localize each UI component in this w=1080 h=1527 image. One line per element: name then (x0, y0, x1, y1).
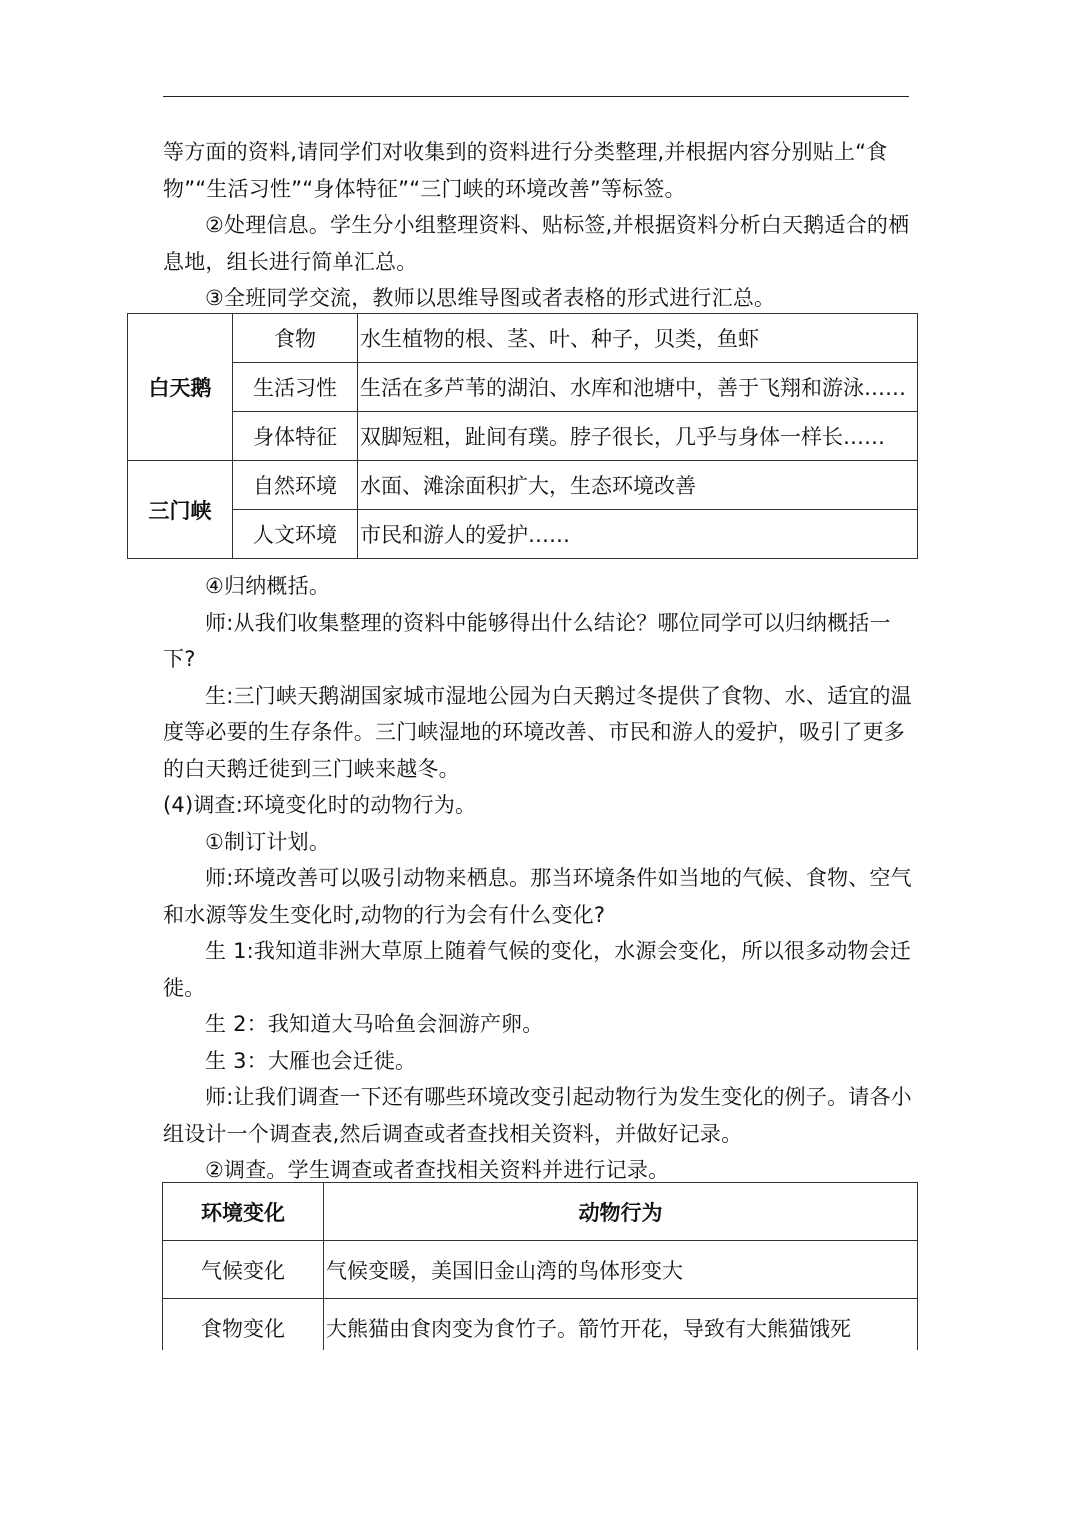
value-cell: 生活在多芦苇的湖泊、水库和池塘中，善于飞翔和游泳…… (358, 363, 918, 412)
table-row (128, 363, 918, 412)
survey-table (162, 1182, 918, 1357)
change-cell: 食物变化 (163, 1299, 324, 1357)
paragraph: ①制订计划。 (205, 829, 331, 854)
value-cell: 市民和游人的爱护…… (358, 510, 918, 559)
page-cutoff (160, 1350, 922, 1527)
change-cell: 气候变化 (163, 1241, 324, 1299)
table-row (128, 314, 918, 363)
label-cell: 人文环境 (233, 510, 358, 559)
behavior-cell: 大熊猫由食肉变为食竹子。箭竹开花，导致有大熊猫饿死 (324, 1299, 918, 1357)
label-cell: 生活习性 (233, 363, 358, 412)
paragraph: 生 1:我知道非洲大草原上随着气候的变化，水源会变化，所以很多动物会迁徙。 (163, 939, 912, 1000)
text-block-middle (163, 568, 918, 1189)
value-cell: 水生植物的根、茎、叶、种子，贝类，鱼虾 (358, 314, 918, 363)
paragraph: 师:环境改善可以吸引动物来栖息。那当环境条件如当地的气候、食物、空气和水源等发生变化时,动物的行为会有什么变化? (163, 866, 912, 927)
value-cell: 双脚短粗，趾间有璞。脖子很长，几乎与身体一样长…… (358, 412, 918, 461)
column-header: 动物行为 (324, 1183, 918, 1241)
header-rule (163, 96, 909, 97)
table-row (128, 461, 918, 510)
paragraph: 生:三门峡天鹅湖国家城市湿地公园为白天鹅过冬提供了食物、水、适宜的温度等必要的生存条件。三门峡湿地的环境改善、市民和游人的爱护，吸引了更多的白天鹅迁徙到三门峡来越冬。 (163, 683, 912, 781)
label-cell: 自然环境 (233, 461, 358, 510)
paragraph: 师:从我们收集整理的资料中能够得出什么结论？哪位同学可以归纳概括一下? (163, 610, 891, 671)
paragraph: 生 3：大雁也会迁徙。 (205, 1048, 417, 1073)
paragraph: (4)调查:环境变化时的动物行为。 (163, 793, 477, 817)
table-row (128, 412, 918, 461)
paragraph: 师:让我们调查一下还有哪些环境改变引起动物行为发生变化的例子。请各小组设计一个调查表,然后调查或者查找相关资料，并做好记录。 (163, 1085, 912, 1146)
table-row (128, 510, 918, 559)
label-cell: 食物 (233, 314, 358, 363)
column-header: 环境变化 (163, 1183, 324, 1241)
paragraph: 等方面的资料,请同学们对收集到的资料进行分类整理,并根据内容分别贴上“食物”“生活习性”“身体特征”“三门峡的环境改善”等标签。 (163, 140, 888, 201)
swan-summary-table (127, 313, 918, 559)
table-header-row (163, 1183, 918, 1241)
behavior-cell: 气候变暖，美国旧金山湾的鸟体形变大 (324, 1241, 918, 1299)
paragraph: ②调查。学生调查或者查找相关资料并进行记录。 (205, 1158, 670, 1182)
paragraph: ③全班同学交流，教师以思维导图或者表格的形式进行汇总。 (205, 286, 776, 310)
value-cell: 水面、滩涂面积扩大，生态环境改善 (358, 461, 918, 510)
paragraph: 生 2：我知道大马哈鱼会洄游产卵。 (205, 1012, 544, 1036)
category-cell: 白天鹅 (128, 314, 233, 461)
table-row (163, 1241, 918, 1299)
category-cell: 三门峡 (128, 461, 233, 559)
table-row (163, 1299, 918, 1357)
label-cell: 身体特征 (233, 412, 358, 461)
paragraph: ④归纳概括。 (205, 574, 331, 598)
text-block-top (163, 134, 918, 317)
paragraph: ②处理信息。学生分小组整理资料、贴标签,并根据资料分析白天鹅适合的栖息地，组长进行简单汇总。 (163, 213, 910, 274)
